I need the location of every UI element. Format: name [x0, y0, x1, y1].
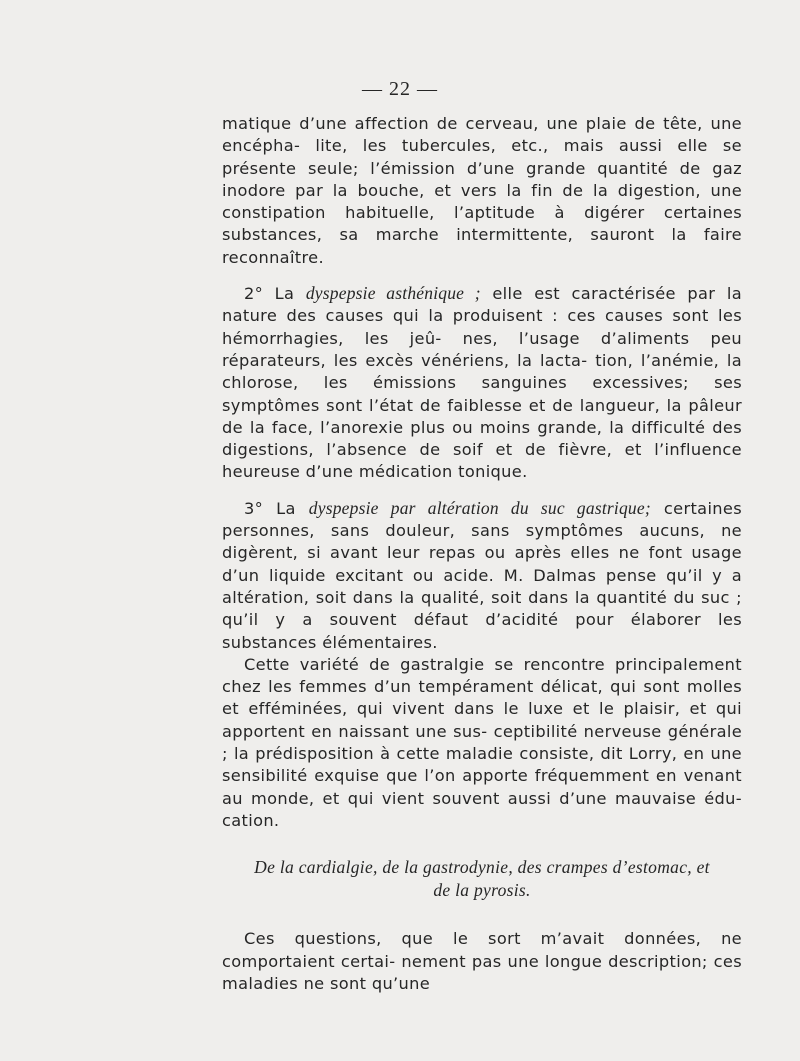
section-heading-line-1: De la cardialgie, de la gastrodynie, des crampes d’estomac, et — [254, 857, 710, 878]
paragraph-1: matique d’une affection de cerveau, une plaie de tête, une encépha- lite, les tubercules, etc., mais aussi elle se présente seule; l’émission d’une grande quantité de gaz inodore par la bouche, et vers la fin de la digestion, une constipation habituelle, l’aptitude à digérer certaines substances, sa marche intermittente, sauront la faire reconnaître. — [222, 114, 742, 267]
paragraph-2-prefix: 2° La — [244, 284, 306, 304]
paragraph-3-text: certaines personnes, sans douleur, sans symptômes aucuns, ne digèrent, si avant leur repas ou après elles ne font usage d’un liquide excitant ou acide. M. Dalmas pense qu’il y a altération, soit dans la qualité, soit dans la quantité du suc ; qu’il y a souvent défaut d’acidité pour élaborer les substances élémentaires. — [222, 498, 742, 652]
section-heading — [222, 856, 742, 902]
paragraph-3-prefix: 3° La — [244, 498, 309, 518]
page-number: — 22 — — [362, 78, 438, 100]
paragraph-2-text: elle est caractérisée par la nature des causes qui la produisent : ces causes sont les hémorrhagies, les jeû- nes, l’usage d’aliments peu réparateurs, les excès vénériens, la lacta- tion, l’anémie, la chlorose, les émissions sanguines excessives; ses symptômes sont l’état de faiblesse et de langueur, la pâleur de la face, l’anorexie plus ou moins grande, la difficulté des digestions, l’absence de soif et de fièvre, et l’influence heureuse d’une médication tonique. — [222, 284, 742, 482]
paragraph-3-italic: dyspepsie par altération du suc gastrique; — [308, 497, 651, 518]
paragraph-5: Ces questions, que le sort m’avait données, ne comportaient certai- nement pas une longue description; ces maladies ne sont qu’une — [222, 929, 742, 993]
paragraph-3 — [222, 497, 742, 654]
paragraph-2 — [222, 282, 742, 484]
section-heading-line-2: de la pyrosis. — [433, 880, 531, 901]
page-body — [222, 113, 742, 995]
paragraph-2-italic: dyspepsie asthénique ; — [305, 283, 481, 304]
paragraph-4: Cette variété de gastralgie se rencontre principalement chez les femmes d’un tempérament délicat, qui sont molles et efféminées, qui vivent dans le luxe et le plaisir, et qui apportent en naissant une sus- ceptibilité nerveuse générale ; la prédisposition à cette maladie consiste, dit Lorry, en une sensibilité exquise que l’on apporte fréquemment en venant au monde, et qui vient souvent aussi d’une mauvaise édu- cation. — [222, 654, 742, 830]
